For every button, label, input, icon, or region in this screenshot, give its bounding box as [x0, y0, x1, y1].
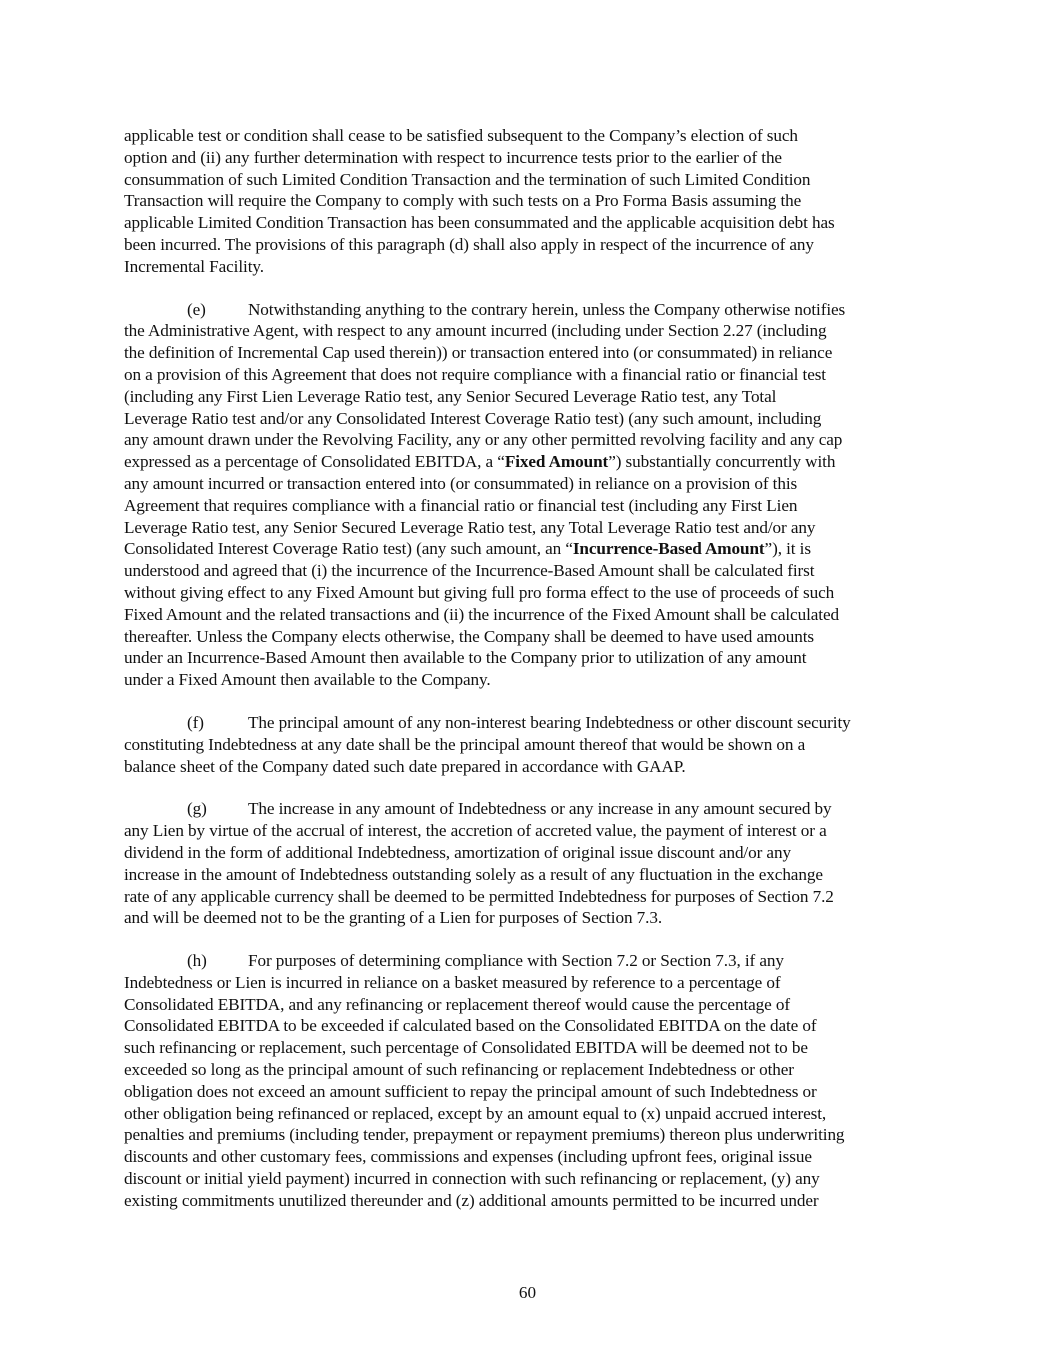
text-line: [124, 299, 954, 321]
paragraph-marker: (e): [187, 299, 206, 319]
text-segment: obligation does not exceed an amount sufficient to repay the principal amount of such Indebtedness or: [124, 1081, 817, 1101]
text-line: [124, 125, 954, 147]
text-line: [124, 320, 954, 342]
text-line: [124, 734, 954, 756]
text-segment: Transaction will require the Company to comply with such tests on a Pro Forma Basis assuming the: [124, 191, 802, 211]
text-line: [124, 1059, 954, 1081]
text-line: [124, 1037, 954, 1059]
text-segment: Consolidated EBITDA, and any refinancing or replacement thereof would cause the percentage of: [124, 994, 790, 1014]
text-segment: any amount incurred or transaction entered into (or consummated) in reliance on a provision of this: [124, 473, 798, 493]
paragraph-marker: (g): [187, 799, 207, 819]
text-line: [124, 1168, 954, 1190]
paragraph-marker: (f): [187, 712, 204, 732]
text-line: [124, 517, 954, 539]
text-line: [124, 169, 954, 191]
text-line: [124, 886, 954, 908]
text-line: [124, 756, 954, 778]
text-segment: Fixed Amount and the related transactions and (ii) the incurrence of the Fixed Amount shall be calculated: [124, 604, 839, 624]
text-line: [124, 342, 954, 364]
text-line: [124, 1015, 954, 1037]
text-line: [124, 712, 954, 734]
text-segment: Indebtedness or Lien is incurred in reliance on a basket measured by reference to a percentage of: [124, 972, 781, 992]
text-line: [124, 190, 954, 212]
text-line: [124, 256, 954, 278]
text-segment: Consolidated Interest Coverage Ratio test) (any such amount, an “: [124, 539, 573, 559]
text-segment: any Lien by virtue of the accrual of interest, the accretion of accreted value, the payment of interest or a: [124, 821, 827, 841]
text-line: [124, 669, 954, 691]
paragraph-h: [124, 950, 954, 1212]
text-line: [124, 820, 954, 842]
text-segment: the definition of Incremental Cap used therein)) or transaction entered into (or consummated) in reliance: [124, 343, 833, 363]
text-segment: Agreement that requires compliance with a financial ratio or financial test (including any First Lien: [124, 495, 798, 515]
text-line: [124, 473, 954, 495]
text-segment: applicable test or condition shall cease to be satisfied subsequent to the Company’s election of such: [124, 126, 798, 145]
text-segment: (including any First Lien Leverage Ratio test, any Senior Secured Leverage Ratio test, any Total: [124, 386, 777, 406]
text-line: [124, 842, 954, 864]
text-line: [124, 560, 954, 582]
text-segment: option and (ii) any further determination with respect to incurrence tests prior to the earlier of the: [124, 147, 782, 167]
text-line: [124, 647, 954, 669]
text-segment: dividend in the form of additional Indebtedness, amortization of original issue discount and/or any: [124, 842, 791, 862]
text-segment: Incremental Facility.: [124, 256, 264, 276]
text-segment: For purposes of determining compliance with Section 7.2 or Section 7.3, if any: [248, 951, 784, 971]
paragraph-e: [124, 299, 954, 691]
text-segment: thereafter. Unless the Company elects otherwise, the Company shall be deemed to have used amounts: [124, 626, 815, 646]
text-line: [124, 994, 954, 1016]
text-segment: balance sheet of the Company dated such date prepared in accordance with GAAP.: [124, 756, 686, 776]
text-segment: such refinancing or replacement, such percentage of Consolidated EBITDA will be deemed not to be: [124, 1038, 808, 1058]
text-segment: constituting Indebtedness at any date shall be the principal amount thereof that would be shown on a: [124, 734, 806, 754]
text-segment: other obligation being refinanced or replaced, except by an amount equal to (x) unpaid accrued interest,: [124, 1103, 827, 1123]
text-segment: Leverage Ratio test and/or any Consolidated Interest Coverage Ratio test) (any such amount, including: [124, 408, 822, 428]
text-segment: applicable Limited Condition Transaction has been consummated and the applicable acquisition debt has: [124, 213, 835, 233]
text-segment: discounts and other customary fees, commissions and expenses (including upfront fees, original issue: [124, 1147, 812, 1167]
text-segment: penalties and premiums (including tender, prepayment or repayment premiums) thereon plus underwriting: [124, 1125, 845, 1145]
text-segment: any amount drawn under the Revolving Facility, any or any other permitted revolving facility and any cap: [124, 430, 843, 450]
text-segment: increase in the amount of Indebtedness outstanding solely as a result of any fluctuation in the exchange: [124, 864, 823, 884]
text-segment: rate of any applicable currency shall be deemed to be permitted Indebtedness for purposes of Section 7.2: [124, 886, 834, 906]
text-line: [124, 538, 954, 560]
paragraph-marker: (h): [187, 951, 207, 971]
text-line: [124, 408, 954, 430]
text-line: [124, 234, 954, 256]
text-segment: consummation of such Limited Condition Transaction and the termination of such Limited Condition: [124, 169, 811, 189]
text-segment: on a provision of this Agreement that does not require compliance with a financial ratio or financial test: [124, 364, 826, 384]
text-segment: understood and agreed that (i) the incurrence of the Incurrence-Based Amount shall be calculated first: [124, 561, 815, 581]
text-segment: Leverage Ratio test, any Senior Secured Leverage Ratio test, any Total Leverage Ratio test and/or any: [124, 517, 816, 537]
text-segment: exceeded so long as the principal amount of such refinancing or replacement Indebtedness or other: [124, 1060, 794, 1080]
text-segment: The principal amount of any non-interest bearing Indebtedness or other discount security: [248, 712, 851, 732]
text-segment: ”), it is: [764, 539, 811, 559]
text-segment: expressed as a percentage of Consolidated EBITDA, a “: [124, 452, 505, 472]
text-line: [124, 798, 954, 820]
text-line: [124, 907, 954, 929]
text-line: [124, 1146, 954, 1168]
text-line: [124, 451, 954, 473]
text-segment: and will be deemed not to be the granting of a Lien for purposes of Section 7.3.: [124, 908, 663, 928]
paragraph-g: [124, 798, 954, 929]
text-line: [124, 864, 954, 886]
text-segment: Notwithstanding anything to the contrary herein, unless the Company otherwise notifies: [248, 299, 846, 319]
defined-term: Fixed Amount: [504, 452, 609, 472]
paragraph-d-continued: [124, 125, 954, 278]
text-segment: been incurred. The provisions of this paragraph (d) shall also apply in respect of the incurrence of any: [124, 234, 814, 254]
text-segment: without giving effect to any Fixed Amount but giving full pro forma effect to the use of proceeds of such: [124, 582, 835, 602]
text-line: [124, 495, 954, 517]
text-line: [124, 972, 954, 994]
text-line: [124, 386, 954, 408]
text-line: [124, 1081, 954, 1103]
text-segment: The increase in any amount of Indebtedness or any increase in any amount secured by: [248, 799, 832, 819]
text-segment: under an Incurrence-Based Amount then available to the Company prior to utilization of any amount: [124, 648, 807, 668]
text-line: [124, 604, 954, 626]
paragraph-f: [124, 712, 954, 777]
text-line: [124, 950, 954, 972]
text-line: [124, 429, 954, 451]
text-line: [124, 1190, 954, 1212]
text-segment: ”) substantially concurrently with: [608, 452, 836, 472]
text-segment: under a Fixed Amount then available to the Company.: [124, 670, 491, 690]
document-page: [124, 125, 954, 1233]
text-line: [124, 147, 954, 169]
text-line: [124, 212, 954, 234]
text-line: [124, 364, 954, 386]
text-segment: discount or initial yield payment) incurred in connection with such refinancing or replacement, (y) any: [124, 1169, 820, 1189]
text-segment: existing commitments unutilized thereunder and (z) additional amounts permitted to be incurred under: [124, 1190, 819, 1210]
text-segment: the Administrative Agent, with respect to any amount incurred (including under Section 2.27 (including: [124, 321, 827, 341]
text-line: [124, 626, 954, 648]
text-segment: Consolidated EBITDA to be exceeded if calculated based on the Consolidated EBITDA on the date of: [124, 1016, 817, 1036]
text-line: [124, 1124, 954, 1146]
text-line: [124, 1103, 954, 1125]
page-number: 60: [518, 1283, 537, 1302]
defined-term: Incurrence-Based Amount: [572, 539, 765, 559]
text-line: [124, 582, 954, 604]
